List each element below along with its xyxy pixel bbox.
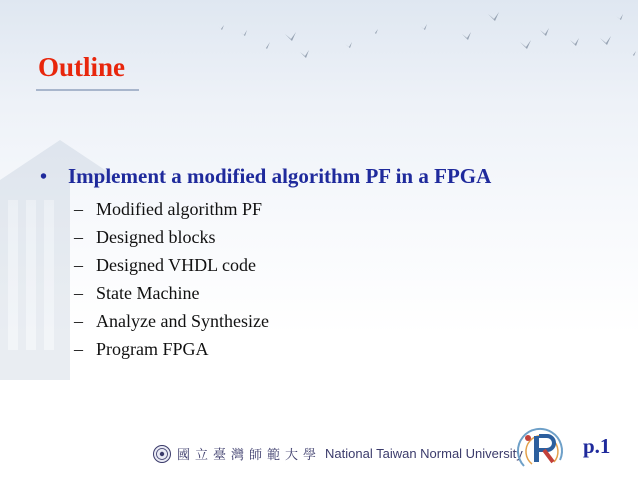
dash-icon: –: [74, 339, 83, 359]
sub-bullet-item: [74, 307, 600, 335]
sub-bullet-item: [74, 279, 600, 307]
main-bullet-text: Implement a modified algorithm PF in a FPGA: [68, 164, 492, 188]
page-number: p.1: [583, 434, 611, 458]
sub-bullet-text: State Machine: [96, 283, 200, 303]
sub-bullet-text: Program FPGA: [96, 339, 209, 359]
dash-icon: –: [74, 255, 83, 275]
sub-bullet-text: Modified algorithm PF: [96, 199, 262, 219]
sub-bullet-item: [74, 251, 600, 279]
ir-logo-icon: [514, 424, 570, 472]
birds-decoration: [218, 12, 636, 58]
sub-bullet-text: Designed blocks: [96, 227, 216, 247]
dash-icon: –: [74, 227, 83, 247]
dash-icon: –: [74, 199, 83, 219]
dash-icon: –: [74, 311, 83, 331]
sub-bullet-text: Designed VHDL code: [96, 255, 256, 275]
university-seal-icon: [153, 445, 171, 463]
slide-title: Outline: [38, 52, 126, 82]
sub-bullet-list: [74, 195, 600, 363]
sub-bullet-item: [74, 335, 600, 363]
bullet-dot-icon: •: [40, 166, 48, 188]
sub-bullet-item: [74, 223, 600, 251]
sub-bullet-item: [74, 195, 600, 223]
title-underline: [36, 89, 139, 91]
main-bullet-item: [40, 162, 600, 191]
university-name-english: National Taiwan Normal University: [325, 446, 523, 461]
footer-university: [153, 444, 523, 463]
university-name-chinese: 國立臺灣師範大學: [177, 448, 322, 463]
dash-icon: –: [74, 283, 83, 303]
bullet-list: [40, 162, 600, 363]
sub-bullet-text: Analyze and Synthesize: [96, 311, 269, 331]
